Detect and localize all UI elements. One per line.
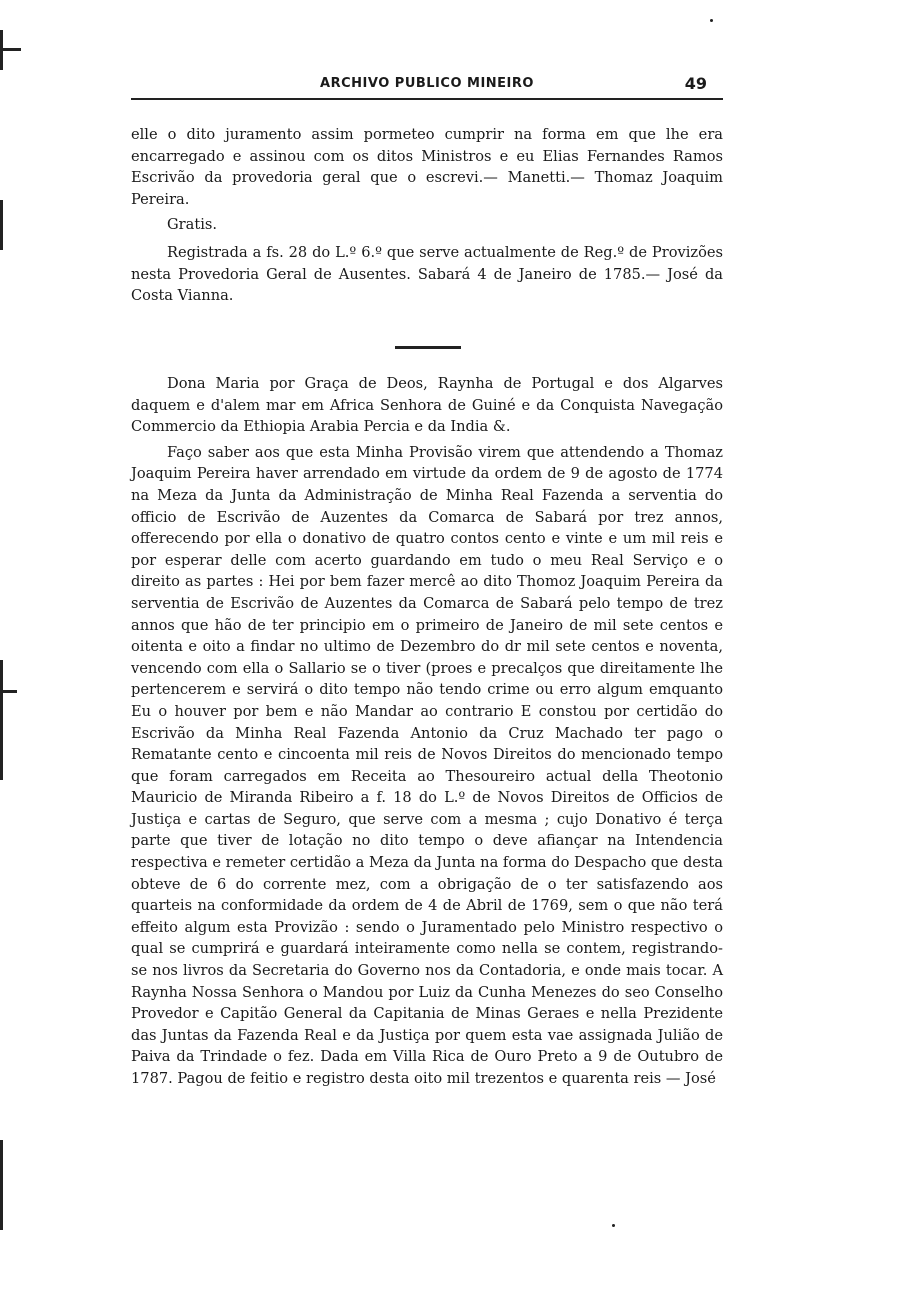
gratis-note: Gratis.: [167, 216, 217, 234]
scan-left-edge: [0, 0, 14, 1303]
first-record: [131, 124, 723, 307]
oath-paragraph: elle o dito juramento assim pormeteo cumprir na forma em que lhe era encarregado e assinou com os ditos Ministros e eu Elias Fernandes Ramos Escrivão da provedoria geral que o escrevi.— Manetti.— Thomaz Joaquim Pereira.: [131, 126, 723, 208]
header-rule: [131, 98, 723, 100]
running-header: [131, 74, 723, 104]
second-record: [131, 373, 723, 1090]
scan-edge-mark: [3, 48, 21, 51]
speck: [612, 1224, 615, 1227]
registration-note: Registrada a fs. 28 do L.º 6.º que serve actualmente de Reg.º de Provizões nesta Provedoria Geral de Ausentes. Sabará 4 de Janeiro de 1785.— José da Costa Vianna.: [131, 243, 723, 305]
royal-title-paragraph: Dona Maria por Graça de Deos, Raynha de Portugal e dos Algarves daquem e d'alem mar em Africa Senhora de Guiné e da Conquista Navegação Commercio da Ethiopia Arabia Percia e da India &.: [131, 375, 723, 436]
speck: [710, 19, 713, 22]
page-number: 49: [684, 74, 707, 93]
scan-edge-mark: [0, 1140, 3, 1230]
scan-edge-mark: [3, 690, 17, 693]
scan-edge-mark: [0, 660, 3, 780]
scan-edge-mark: [0, 200, 3, 250]
provision-paragraph: Faço saber aos que esta Minha Provisão virem que attendendo a Thomaz Joaquim Pereira haver arrendado em virtude da ordem de 9 de agosto de 1774 na Meza da Junta da Administração de Minha Real Fazenda a serventia do officio de Escrivão de Auzentes da Comarca de Sabará por trez annos, offerecendo por ella o donativo de quatro contos cento e vinte e um mil reis e por esperar delle com acerto guardando em tudo o meu Real Serviço e o direito as partes : Hei por bem fazer mercê ao dito Thomoz Joaquim Pereira da serventia de Escrivão de Auzentes da Comarca de Sabará pelo tempo de trez annos que hão de ter principio em o primeiro de Janeiro de mil sete centos e oitenta e oito a findar no ultimo de Dezembro do dr mil sete centos e noventa, vencendo com ella o Sallario se o tiver (proes e precalços que direitamente lhe pertencerem e servirá o dito tempo não tendo crime ou erro algum emquanto Eu o houver por bem e não Mandar ao contrario E constou por certidão do Escrivão da Minha Real Fazenda Antonio da Cruz Machado ter pago o Rematante cento e cincoenta mil reis de Novos Direitos do mencionado tempo que foram carregados em Receita ao Thesoureiro actual della Theotonio Mauricio de Miranda Ribeiro a f. 18 do L.º de Novos Direitos de Officios de Justiça e cartas de Seguro, que serve com a mesma ; cujo Donativo é terça parte que tiver de lotação no dito tempo o deve afiançar na Intendencia respectiva e remeter certidão a Meza da Junta na forma do Despacho que desta obteve de 6 do corrente mez, com a obrigação de o ter satisfazendo aos quarteis na conformidade da ordem de 4 de Abril de 1769, sem o que não terá effeito algum esta Provizão : sendo o Juramentado pelo Ministro respectivo o qual se cumprirá e guardará inteiramente como nella se contem, registrando-se nos livros da Secretaria do Governo nos da Contadoria, e onde mais tocar. A Raynha Nossa Senhora o Mandou por Luiz da Cunha Menezes do seo Conselho Provedor e Capitão General da Capitania de Minas Geraes e nella Prezidente das Juntas da Fazenda Real e da Justiça por quem esta vae assignada Julião de Paiva da Trindade o fez. Dada em Villa Rica de Ouro Preto a 9 de Outubro de 1787. Pagou de feitio e registro desta oito mil trezentos e quarenta reis — José: [131, 443, 723, 1087]
section-separator: [395, 346, 461, 349]
journal-title: ARCHIVO PUBLICO MINEIRO: [320, 76, 534, 91]
